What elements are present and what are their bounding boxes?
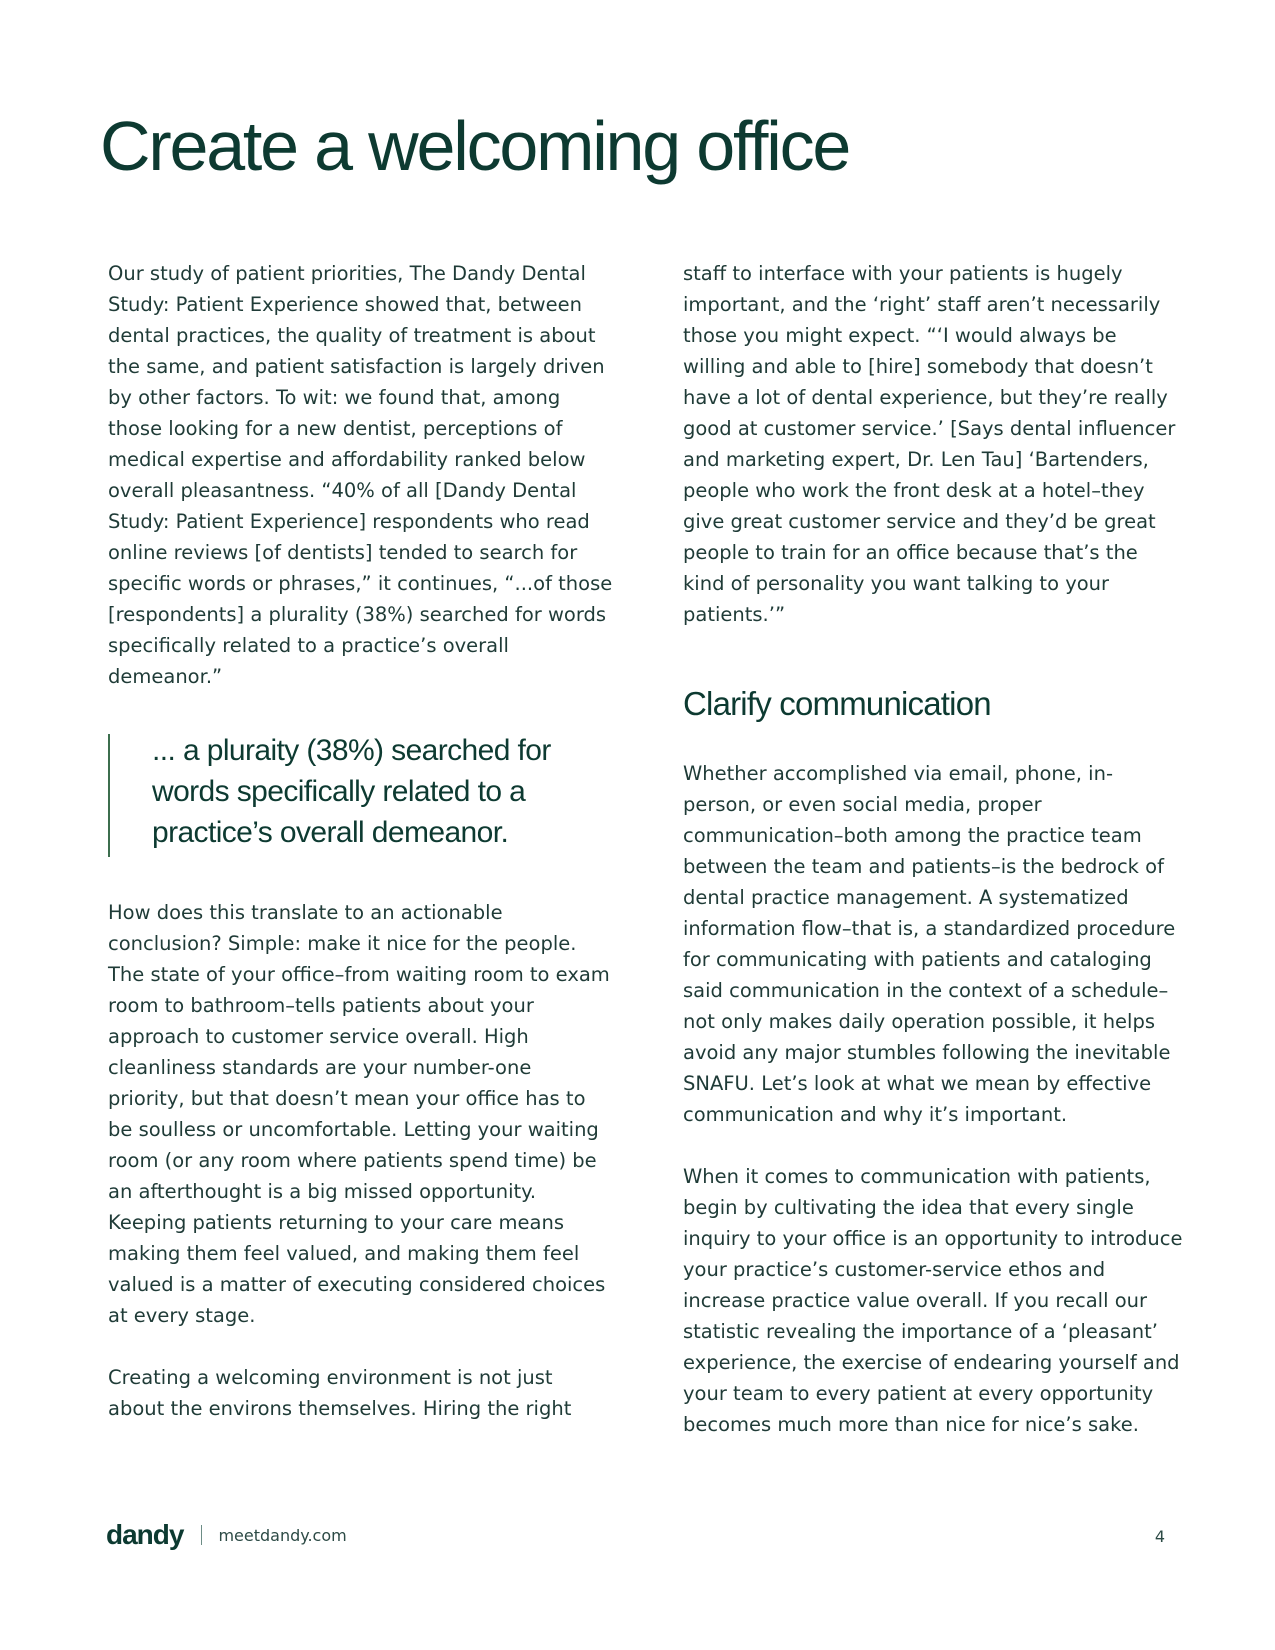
- body-paragraph: staff to interface with your patients is hugely important, and the ‘right’ staff aren’t necessarily those you might expect. “‘I would always be willing and able to [hire] somebody that doesn’t have a lot of dental experience, but they’re really good at customer service.’ [Says dental influencer and marketing expert, Dr. Len Tau] ‘Bartenders, people who work the front desk at a hotel–they give great customer service and they’d be great people to train for an office because that’s the kind of personality you want talking to your patients.’”: [683, 262, 1176, 626]
- page-number: 4: [1154, 1527, 1165, 1546]
- body-paragraph: When it comes to communication with patients, begin by cultivating the idea that every single inquiry to your office is an opportunity to introduce your practice’s customer-service ethos and increase practice value overall. If you recall our statistic revealing the importance of a ‘pleasant’ experience, the exercise of endearing yourself and your team to every patient at every opportunity becomes much more than nice for nice’s sake.: [683, 1164, 1183, 1436]
- left-column: [108, 258, 613, 1424]
- body-paragraph: How does this translate to an actionable conclusion? Simple: make it nice for the people. The state of your office–from waiting room to exam room to bathroom–tells patients about your approach to customer service overall. High cleanliness standards are your number-one priority, but that doesn’t mean your office has to be soulless or uncomfortable. Letting your waiting room (or any room where patients spend time) be an afterthought is a big missed opportunity. Keeping patients returning to your care means making them feel valued, and making them feel valued is a matter of executing considered choices at every stage.: [108, 901, 610, 1327]
- pull-quote: [108, 734, 613, 857]
- body-paragraph: Whether accomplished via email, phone, in-person, or even social media, proper communication–both among the practice team between the team and patients–is the bedrock of dental practice management. A systematized information flow–that is, a standardized procedure for communicating with patients and cataloging said communication in the context of a schedule–not only makes daily operation possible, it helps avoid any major stumbles following the inevitable SNAFU. Let’s look at what we mean by effective communication and why it’s important.: [683, 761, 1176, 1126]
- website-link[interactable]: meetdandy.com: [218, 1525, 347, 1545]
- footer-divider: [201, 1525, 202, 1545]
- pull-quote-text: ... a pluraity (38%) searched for words specifically related to a practice’s overall demeanor.: [152, 734, 551, 849]
- body-paragraph: Creating a welcoming environment is not just about the environs themselves. Hiring the right: [108, 1366, 572, 1420]
- body-paragraph: Our study of patient priorities, The Dandy Dental Study: Patient Experience showed that, between dental practices, the quality of treatment is about the same, and patient satisfaction is largely driven by other factors. To wit: we found that, among those looking for a new dentist, perceptions of medical expertise and affordability ranked below overall pleasantness. “40% of all [Dandy Dental Study: Patient Experience] respondents who read online reviews [of dentists] tended to search for specific words or phrases,” it continues, “...of those [respondents] a plurality (38%) searched for words specifically related to a practice’s overall demeanor.”: [108, 262, 613, 688]
- right-column: [683, 258, 1183, 1440]
- footer: [106, 1517, 347, 1553]
- dandy-logo: dandy: [106, 1519, 184, 1550]
- section-heading: Clarify communication: [683, 685, 991, 722]
- page-title: Create a welcoming office: [100, 107, 850, 185]
